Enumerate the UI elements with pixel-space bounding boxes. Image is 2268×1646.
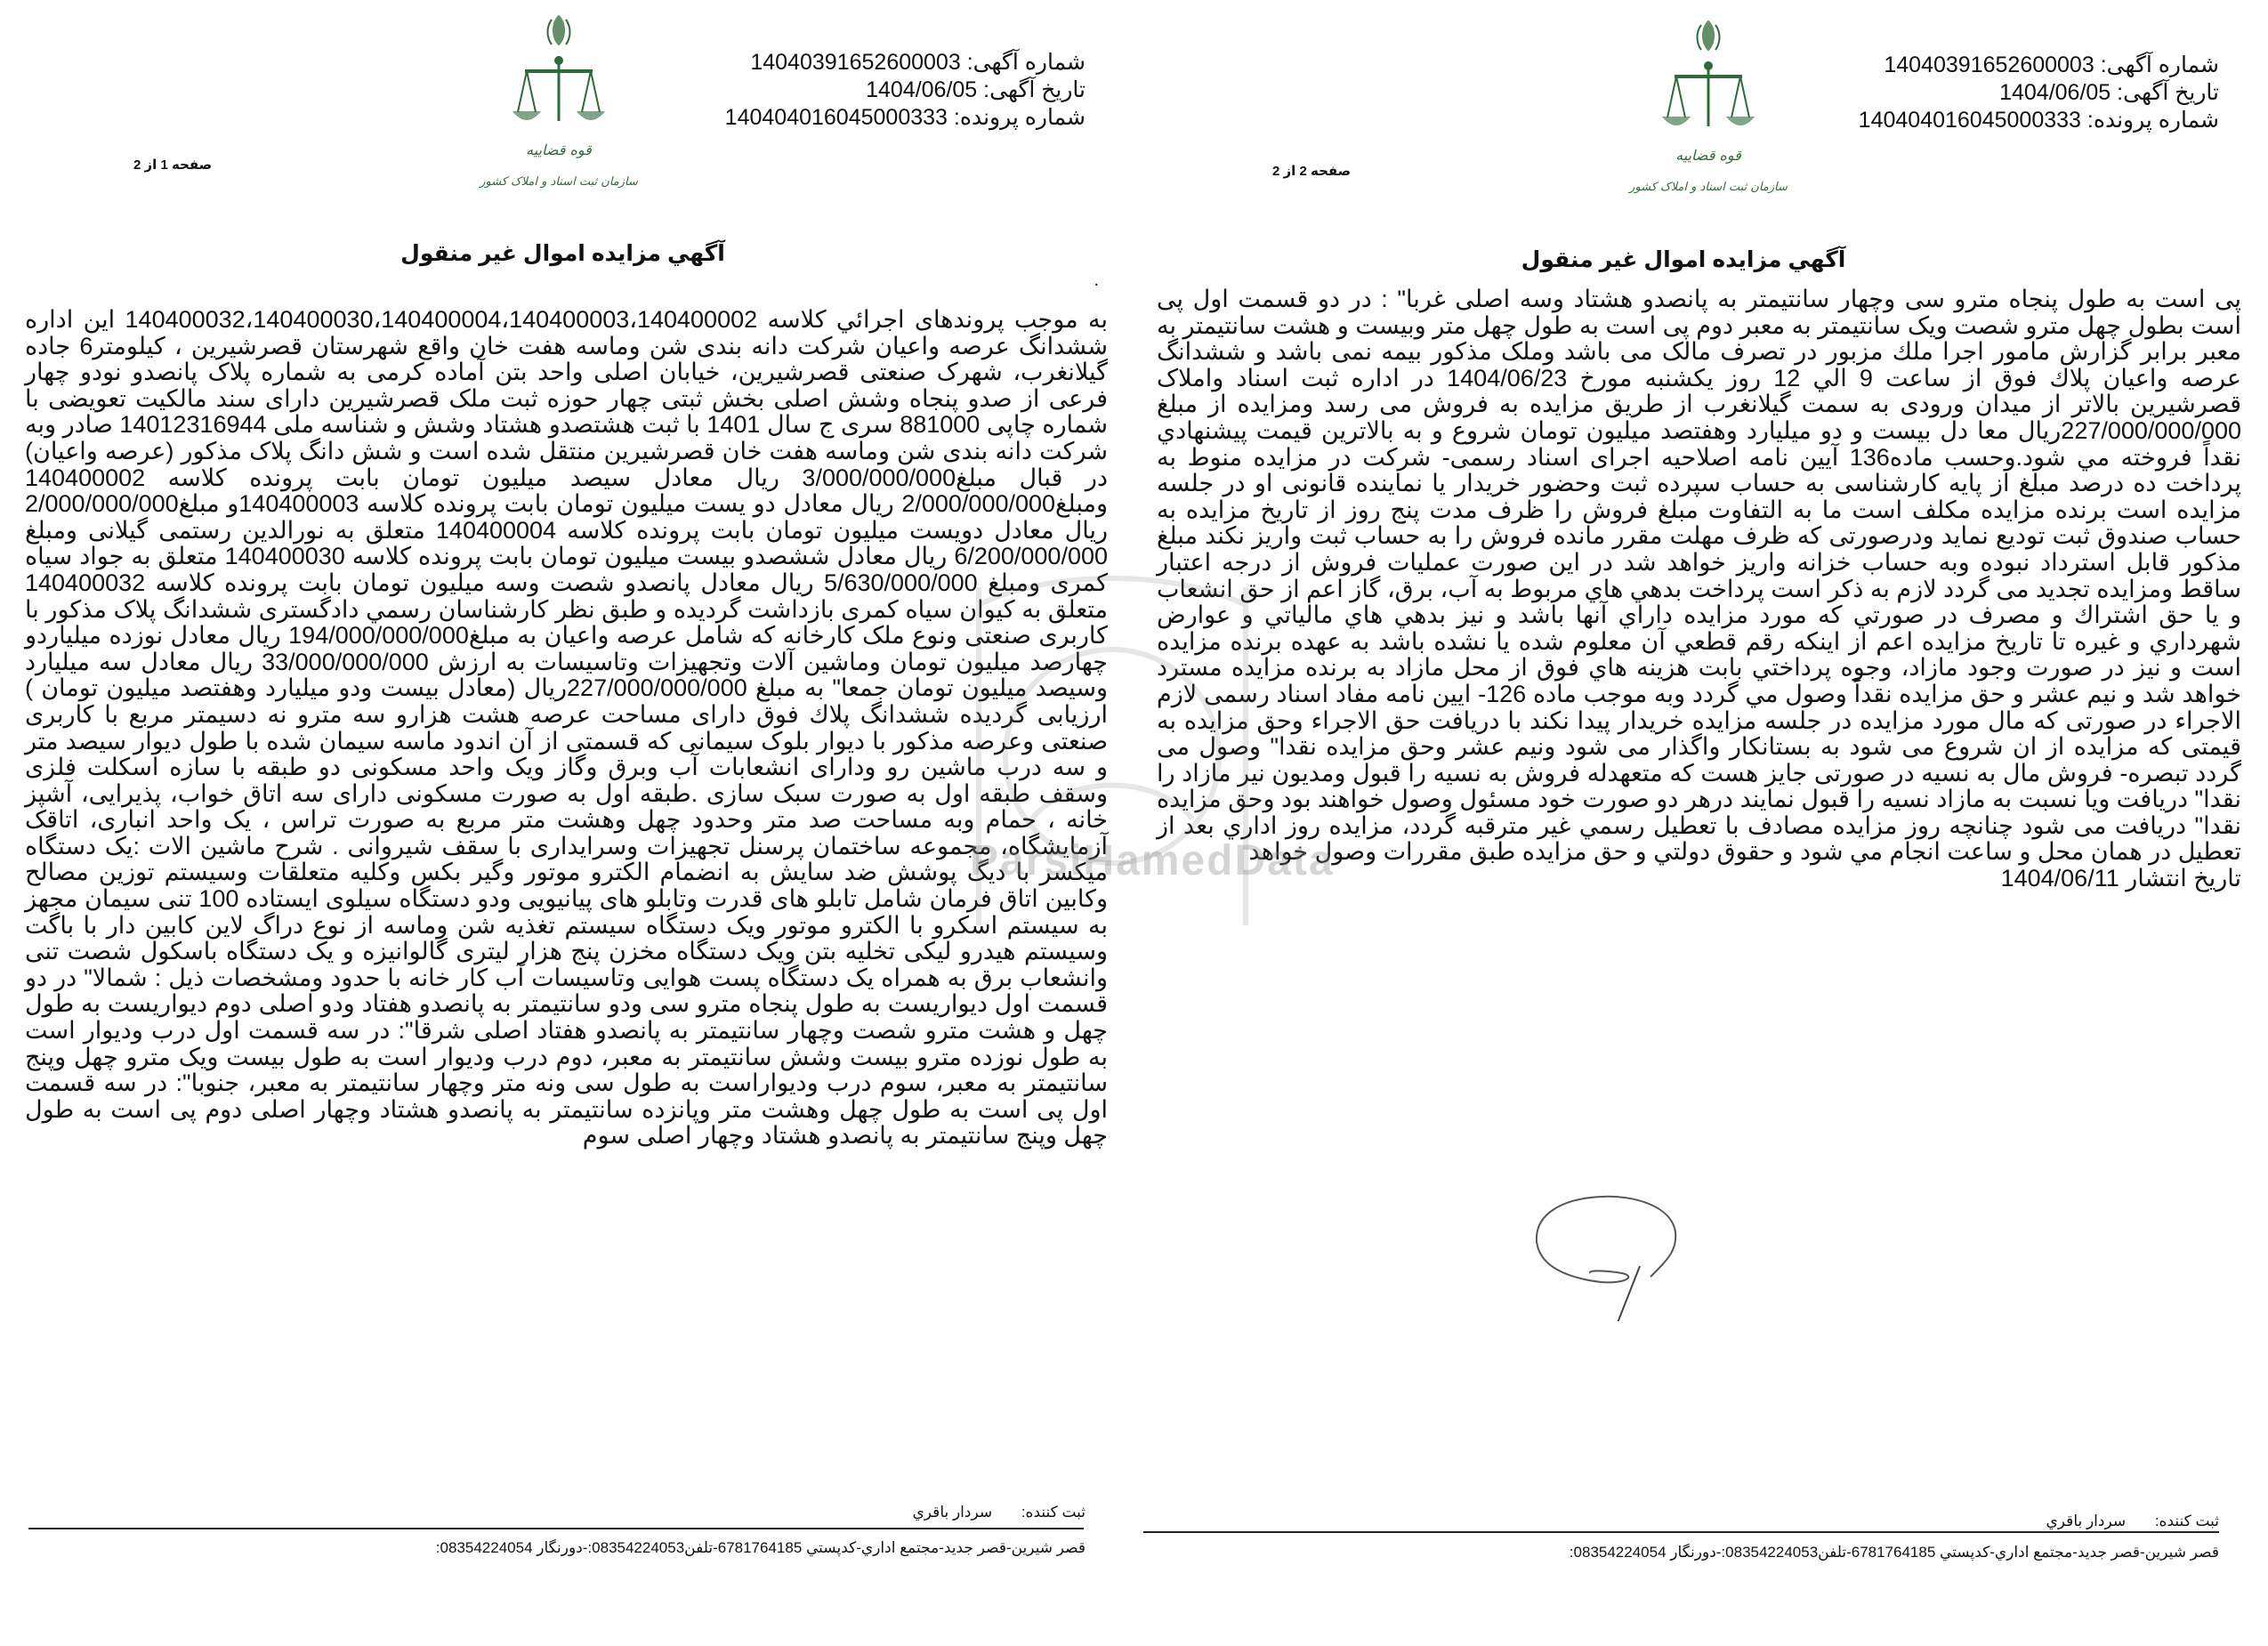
judiciary-emblem-icon xyxy=(470,7,648,212)
office-address: قصر شيرين-قصر جديد-مجتمع اداري-کدپستي 6781764185-تلفن08354224053:-دورنگار 08354224054: xyxy=(1569,1544,2219,1561)
notice-number: 14040391652600003 xyxy=(1884,52,2094,77)
notice-number-row xyxy=(725,49,1086,77)
page-indicator: صفحه 1 از 2 xyxy=(133,157,213,173)
publication-date-label: تاریخ انتشار xyxy=(2126,865,2241,892)
page-indicator: صفحه 2 از 2 xyxy=(1272,164,1352,179)
notice-number-row xyxy=(1859,52,2219,79)
notice-number-label: شماره آگهی: xyxy=(966,50,1086,75)
case-number-row xyxy=(725,104,1086,132)
case-number-label: شماره پرونده: xyxy=(2086,108,2219,133)
notice-date-row xyxy=(1859,79,2219,107)
registrar xyxy=(2046,1513,2220,1530)
notice-title: آگهي مزايده اموال غير منقول xyxy=(1521,247,1846,272)
footer-divider xyxy=(28,1528,1084,1529)
registrar-name: سردار باقري xyxy=(2046,1513,2127,1529)
stray-dot: . xyxy=(1094,270,1099,290)
registrar xyxy=(913,1504,1086,1521)
footer-divider xyxy=(1143,1531,2219,1533)
notice-meta xyxy=(1859,52,2219,134)
notice-body: به موجب پروندهای اجرائي کلاسه 140400032،140400030،140400004،140400003،140400002 این اداره ششدانگ عرصه واعیان شرکت دانه بندی شن وماسه هفت خان واقع شهرستان قصرشیرین ، کیلومتر6 جاده گیلانغرب، شهرک صنعتی قصرشیرین، خیابان اصلی واحد بتن آماده کرمی به شماره پلاک پانصدو نودو چهار فرعی از صدو پنجاه وشش اصلی بخش ثبتی چهار حوزه ثبت ملک قصرشیرین دارای سند مالکیت تعویضی با شماره چاپی 881000 سری ج سال 1401 با ثبت هشتصدو هشتاد وشش و شناسه ملی 14012316944 صادر وبه شرکت دانه بندی شن وماسه هفت خان قصرشیرین منتقل شده است و شش دانگ پلاک مذکور (عرصه واعیان) در قبال مبلغ3/000/000/000 ریال معادل سیصد میلیون تومان بابت پرونده کلاسه 140400002 ومبلغ2/000/000/000 ریال معادل دو یست میلیون تومان بابت پرونده کلاسه 140400003و مبلغ2/000/000/000 ریال معادل دویست میلیون تومان بابت پرونده کلاسه 140400004 متعلق به نورالدین رستمی گیلانی ومبلغ 6/200/000/000 ریال معادل ششصدو بیست میلیون تومان بابت پرونده کلاسه 140400030 متعلق به جواد سیاه کمری ومبلغ 5/630/000/000 ریال معادل پانصدو شصت وسه میلیون تومان بابت پرونده کلاسه 140400032 متعلق به کیوان سیاه کمری بازداشت گردیده و طبق نظر کارشناسان رسمي دادگستری ششدانگ پلاک مذکور با کاربری صنعتی ونوع ملک کارخانه که شامل عرصه واعیان به مبلغ194/000/000/000 ریال معادل نوزده میلیاردو چهارصد میلیون تومان وماشین آلات وتجهیزات وتاسیسات به ارزش 33/000/000/000 ریال معادل سه میلیارد وسیصد میلیون تومان جمعا" به مبلغ 227/000/000/000ریال (معادل بیست ودو میلیارد وهفتصد میلیون تومان ) ارزیابی گردیده ششدانگ پلاك فوق دارای مساحت عرصه هشت هزارو سه مترو نه دسیمتر مربع با کاربری صنعتی وعرصه مذکور با دیوار بلوک سیمانی که قسمتی از آن اندود ماسه سیمان شده با طول دیوار سیصد متر و سه درب ماشین رو ودارای انشعابات آب وبرق وگاز ویک واحد مسکونی دو طبقه با سازه اسکلت فلزی وسقف طبقه اول به صورت سبک سازی .طبقه اول به صورت مسکونی دارای سه اتاق خواب، پذیرایی، آشپز خانه ، حمام وبه مساحت صد متر وحدود چهل وهشت متر مربع به صورت تراس ، یک واحد انباری، اتاقک آزمایشگاه، مجموعه ساختمان پرسنل تجهیزات وسرایداری با سقف شیروانی . شرح ماشین الات :یک دستگاه میکسر با دیگ پوشش ضد سایش به انضمام الکترو موتور وگیر بکس وکلیه متعلقات وسیستم توزین مصالح وکابین اتاق فرمان شامل تابلو های قدرت وتابلو های پیانیویی ودو دستگاه سیلوی ایستاده 100 تنی سیمان مجهز به سیستم اسکرو با الکترو موتور ویک دستگاه سیستم تغذیه شن وماسه از نوع دراگ لاین کابین دار با باگت وسیستم هیدرو لیکی تخلیه بتن ویک دستگاه مخزن پنج هزار لیتری گالوانیزه و یک دستگاه باسکول شصت تنی وانشعاب برق به همراه یک دستگاه پست هوایی وتاسیسات آب کار خانه با حدود ومشخصات ذیل : شمالا" در دو قسمت اول دیواریست به طول پنجاه مترو سی ودو سانتیمتر به پانصدو هفتاد ودو اصلی دوم دیواریست به طول چهل و هشت مترو شصت وچهار سانتیمتر به پانصدو هفتاد اصلی شرقا": در سه قسمت اول درب ودیوار است به طول نوزده مترو بیست وشش سانتیمتر به معبر، دوم درب ودیوار است به طول بیست ویک مترو چهل وپنج سانتیمتر به معبر، سوم درب ودیواراست به طول سی ونه متر وچهار سانتیمتر به معبر، جنوبا": در سه قسمت اول پی است به طول چهل وهشت متر وپانزده سانتیمتر به پانصدو هشتاد وچهار اصلی دوم پی است به طول چهل وپنج سانتیمتر به پانصدو هشتاد وچهار اصلی سوم xyxy=(25,306,1109,1150)
watermark-text: ParsiHamedData xyxy=(970,837,1335,884)
registrar-label: ثبت کننده: xyxy=(2154,1513,2219,1529)
case-number-row xyxy=(1859,107,2219,134)
svg-text:قوه قضاییه: قوه قضاییه xyxy=(526,141,592,158)
notice-date: 1404/06/05 xyxy=(1999,80,2111,105)
case-number: 140404016045000333 xyxy=(1858,108,2081,133)
notice-number-label: شماره آگهی: xyxy=(2100,52,2219,77)
signature-icon xyxy=(1517,1143,1731,1321)
registrar-name: سردار باقري xyxy=(912,1504,993,1521)
svg-text:قوه قضاییه: قوه قضاییه xyxy=(1675,147,1741,164)
notice-title: آگهي مزايده اموال غير منقول xyxy=(400,241,725,266)
registrar-label: ثبت کننده: xyxy=(1021,1504,1086,1521)
page-2 xyxy=(1134,0,2268,1646)
notice-body xyxy=(1157,286,2241,892)
notice-date-row xyxy=(725,77,1086,104)
svg-text:سازمان ثبت اسناد و املاک کشور: سازمان ثبت اسناد و املاک کشور xyxy=(480,175,638,189)
judiciary-emblem-icon xyxy=(1619,12,1797,217)
publication-date-row xyxy=(1157,866,2241,892)
notice-meta xyxy=(725,49,1086,132)
notice-body-text: پی است به طول پنجاه مترو سی وچهار سانتیمتر به پانصدو هشتاد وسه اصلی غربا" : در دو قسمت اول پی است بطول چهل مترو شصت ویک سانتیمتر به معبر دوم پی است به طول چهل متر وبیست و هشت سانتیمتر به معبر برابر گزارش مامور اجرا ملك مزبور در تصرف مالک می باشد وملک مذکور بیمه نمی باشد و ششدانگ عرصه واعیان پلاك فوق از ساعت 9 الي 12 روز یکشنبه مورخ 1404/06/23 در اداره ثبت اسناد واملاک قصرشیرین بالاتر از میدان ورودی به سمت گیلانغرب از طریق مزایده به فروش می رسد ومزایده از مبلغ 227/000/000/000ریال معا دل بیست و دو میلیارد وهفتصد میلیون تومان شروع و به بالاترين قيمت پيشنهادي نقداً فروخته مي شود.وحسب ماده136 آيين نامه اصلاحيه اجرای اسناد رسمی- شرکت در مزایده منوط به پرداخت ده درصد مبلغ از پایه کارشناسی به حساب سپرده ثبت وحضور خریدار یا نماینده قانونی او در جلسه مزایده است برنده مزایده مکلف است ما به التفاوت مبلغ فروش را ظرف مدت پنج روز از تاریخ مزایده به حساب صندوق ثبت تودیع نماید ودرصورتی که ظرف مهلت مقرر مانده فروش را به حساب ثبت واریز نکند مبلغ مذکور قابل استرداد نبوده وبه حساب خزانه واریز خواهد شد در این صورت عملیات فروش از درجه اعتبار ساقط ومزایده تجدید می گردد لازم به ذکر است پرداخت بدهي هاي مربوط به آب، برق، گاز اعم از حق انشعاب و يا حق اشتراك و مصرف در صورتي كه مورد مزايده داراي آنها باشد و نيز بدهي هاي مالياتي و عوارض شهرداري و غيره تا تاريخ مزايده اعم از اينكه رقم قطعي آن معلوم شده يا نشده باشد به عهده برنده مزايده است و نيز در صورت وجود مازاد، وجوه پرداختي بابت هزينه هاي فوق از محل مازاد به برنده مزايده مسترد خواهد شد و نيم عشر و حق مزايده نقداً وصول مي گردد وبه موجب ماده 126- ايين نامه مفاد اسناد رسمی لازم الاجراء در صورتی که مال مورد مزایده در جلسه مزایده خریدار پیدا نکند با دریافت حق الاجراء وحق مزایده به قیمتی که مزایده از ان شروع می شود به بستانکار واگذار می شود ونیم عشر وحق مزایده نقدا" وصول می گردد تبصره- فروش مال به نسیه در صورتی جایز هست که متعهدله فروش به نسیه را قبول ومدیون نیر مازاد را نقدا" دریافت ویا نسبت به مازاد نسیه را قبول نمایند درهر دو صورت خود مسئول وصول خواهند بود وحق مزایده نقدا" دریافت می شود چنانچه روز مزایده مصادف با تعطيل رسمي غير مترقبه گردد، مزايده روز اداري بعد از تعطيل در همان محل و ساعت انجام مي شود و حقوق دولتي و حق مزايده طبق مقررات وصول خواهد xyxy=(1157,286,2242,866)
svg-text:سازمان ثبت اسناد و املاک کشور: سازمان ثبت اسناد و املاک کشور xyxy=(1629,181,1788,194)
notice-number: 14040391652600003 xyxy=(750,50,961,75)
office-address: قصر شيرين-قصر جديد-مجتمع اداري-کدپستي 6781764185-تلفن08354224053:-دورنگار 08354224054: xyxy=(435,1539,1086,1556)
case-number: 140404016045000333 xyxy=(724,105,948,130)
notice-date: 1404/06/05 xyxy=(866,77,978,102)
notice-date-label: تاریخ آگهی: xyxy=(2117,80,2219,105)
publication-date: 1404/06/11 xyxy=(2000,865,2119,892)
case-number-label: شماره پرونده: xyxy=(953,105,1086,130)
notice-date-label: تاریخ آگهی: xyxy=(983,77,1086,102)
